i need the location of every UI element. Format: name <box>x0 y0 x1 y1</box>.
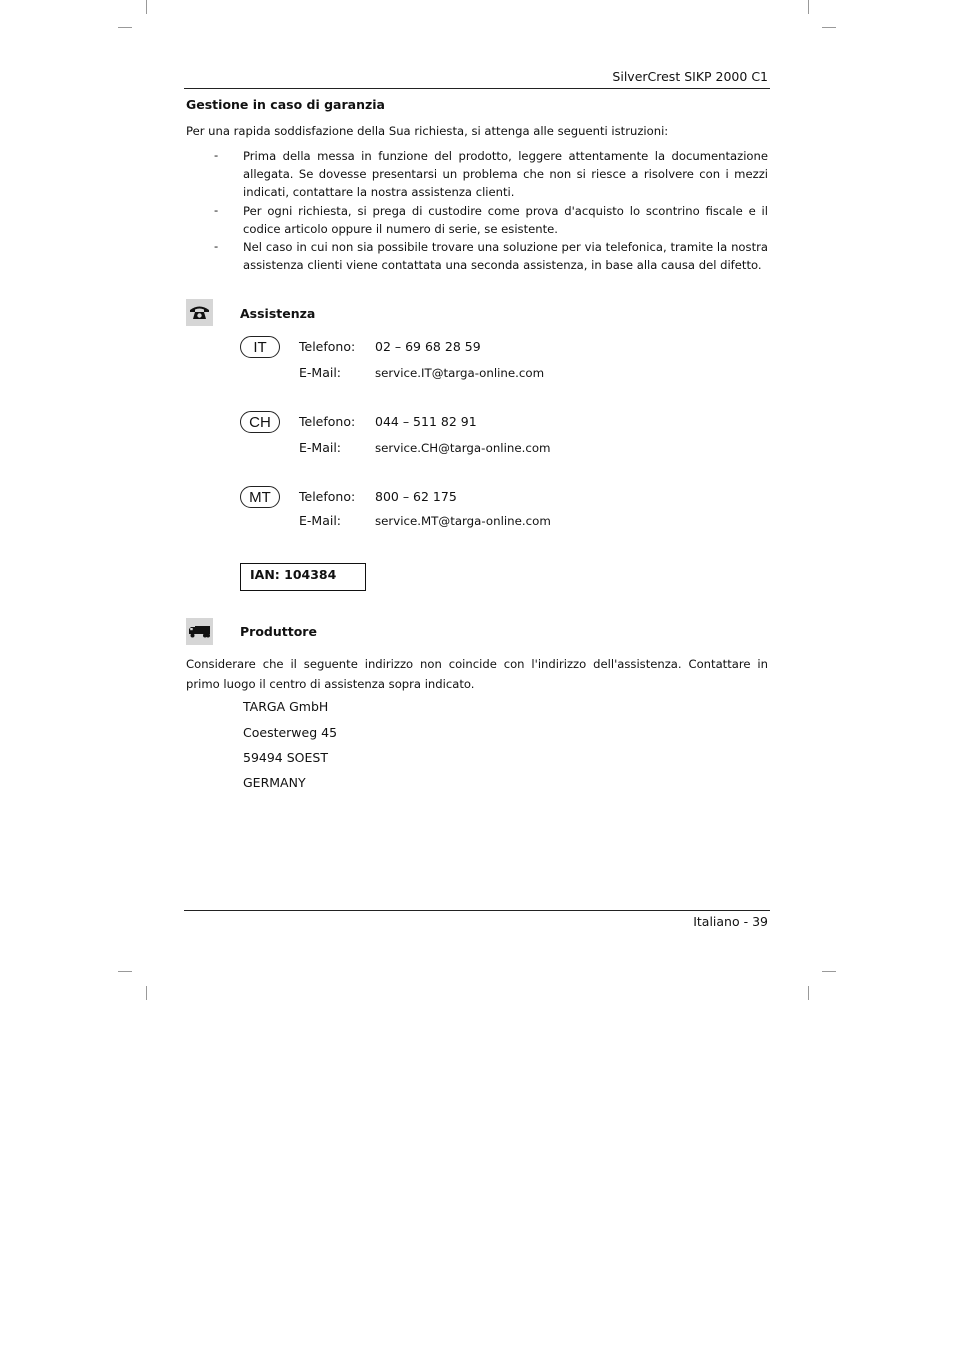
bullet-dash: - <box>214 239 219 253</box>
email-label: E-Mail: <box>299 440 342 455</box>
crop-mark <box>118 27 132 28</box>
country-badge-mt: MT <box>240 486 280 508</box>
bullet-dash: - <box>214 203 219 217</box>
address-line: TARGA GmbH <box>243 699 329 714</box>
phone-label: Telefono: <box>299 489 356 504</box>
ian-number: IAN: 104384 <box>240 563 366 591</box>
email-address: service.MT@targa-online.com <box>375 514 551 528</box>
truck-icon <box>186 618 213 645</box>
email-label: E-Mail: <box>299 513 342 528</box>
bullet-dash: - <box>214 148 219 162</box>
phone-label: Telefono: <box>299 414 356 429</box>
crop-mark <box>822 27 836 28</box>
email-address: service.IT@targa-online.com <box>375 366 545 380</box>
email-label: E-Mail: <box>299 365 342 380</box>
crop-mark <box>146 986 147 1000</box>
address-line: GERMANY <box>243 775 306 790</box>
phone-number: 800 – 62 175 <box>375 489 457 504</box>
address-line: 59494 SOEST <box>243 750 328 765</box>
crop-mark <box>118 971 132 972</box>
page-number: Italiano - 39 <box>693 914 768 929</box>
crop-mark <box>822 971 836 972</box>
footer-rule <box>184 910 770 911</box>
warranty-intro: Per una rapida soddisfazione della Sua richiesta, si attenga alle seguenti istruzioni: <box>186 124 669 138</box>
crop-mark <box>808 986 809 1000</box>
phone-number: 02 – 69 68 28 59 <box>375 339 481 354</box>
address-line: Coesterweg 45 <box>243 725 338 740</box>
crop-mark <box>146 0 147 14</box>
phone-label: Telefono: <box>299 339 356 354</box>
warranty-bullet: Prima della messa in funzione del prodotto, leggere attentamente la documentazione allegata. Se dovesse presentarsi un problema che non si riesce a risolvere con i mezzi indicati, contattare la nostra assistenza clienti. <box>243 149 768 199</box>
section-title-assistance: Assistenza <box>240 306 316 321</box>
warranty-bullet: Nel caso in cui non sia possibile trovare una soluzione per via telefonica, tramite la nostra assistenza clienti viene contattata una seconda assistenza, in base alla causa del difetto. <box>243 240 768 272</box>
crop-mark <box>808 0 809 14</box>
telephone-icon <box>186 299 213 326</box>
header-rule <box>184 88 770 89</box>
email-address: service.CH@targa-online.com <box>375 441 551 455</box>
country-badge-it: IT <box>240 336 280 358</box>
section-title-warranty: Gestione in caso di garanzia <box>186 97 385 112</box>
manufacturer-note: Considerare che il seguente indirizzo non coincide con l'indirizzo dell'assistenza. Contattare in primo luogo il centro di assistenza sopra indicato. <box>186 657 768 691</box>
country-badge-ch: CH <box>240 411 280 433</box>
section-title-manufacturer: Produttore <box>240 624 317 639</box>
phone-number: 044 – 511 82 91 <box>375 414 477 429</box>
warranty-bullet: Per ogni richiesta, si prega di custodire come prova d'acquisto lo scontrino fiscale e il codice articolo oppure il numero di serie, se esistente. <box>243 204 768 236</box>
header-product: SilverCrest SIKP 2000 C1 <box>612 69 768 84</box>
